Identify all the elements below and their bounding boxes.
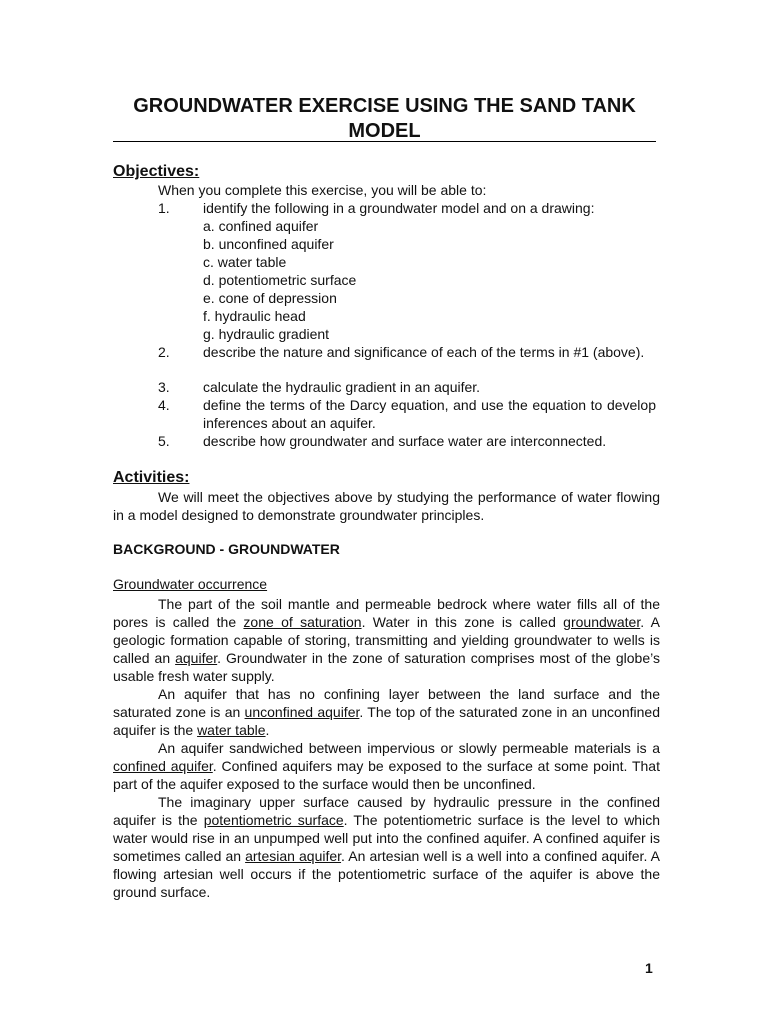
- text-run: An aquifer sandwiched between impervious or slowly permeable materials is a: [158, 740, 660, 756]
- objectives-intro: When you complete this exercise, you will be able to:: [158, 182, 487, 198]
- sub-item: d. potentiometric surface: [203, 272, 357, 288]
- background-heading: BACKGROUND - GROUNDWATER: [113, 541, 340, 557]
- text-run: An aquifer that has no confining layer between the land surface and the saturated zone is an: [113, 686, 660, 720]
- objective-text: describe the nature and significance of each of the terms in #1 (above).: [203, 344, 645, 360]
- objective-number: 4.: [158, 397, 170, 413]
- text-run: . A geologic formation capable of storing, transmitting and yielding groundwater to wells is called an: [113, 614, 660, 666]
- text-run: . Groundwater in the zone of saturation comprises most of the globe’s usable fresh water supply.: [113, 650, 660, 684]
- objective-number: 5.: [158, 433, 170, 449]
- document-title: GROUNDWATER EXERCISE USING THE SAND TANK MODEL: [133, 95, 636, 142]
- text-run: .: [265, 722, 270, 738]
- objective-number: 3.: [158, 379, 170, 395]
- text-run: The imaginary upper surface caused by hydraulic pressure in the confined aquifer is the: [113, 794, 660, 828]
- text-run: . Confined aquifers may be exposed to the surface at some point. That part of the aquifer exposed to the surface would then be unconfined.: [113, 758, 660, 792]
- term-groundwater: groundwater: [563, 614, 641, 630]
- objective-text: identify the following in a groundwater model and on a drawing:: [203, 200, 595, 216]
- activities-heading: Activities:: [113, 469, 190, 486]
- sub-item: a. confined aquifer: [203, 218, 319, 234]
- paragraph-potentiometric: [113, 793, 660, 901]
- text-run: . The top of the saturated zone in an unconfined aquifer is the: [113, 704, 660, 738]
- activities-text: We will meet the objectives above by studying the performance of water flowing in a model designed to demonstrate groundwater principles.: [113, 489, 660, 523]
- objective-text: describe how groundwater and surface water are interconnected.: [203, 433, 607, 449]
- sub-item: f. hydraulic head: [203, 308, 306, 324]
- sub-item: b. unconfined aquifer: [203, 236, 334, 252]
- objectives-heading: Objectives:: [113, 163, 200, 180]
- sub-item: g. hydraulic gradient: [203, 326, 330, 342]
- term-artesian-aquifer: artesian aquifer: [245, 848, 342, 864]
- text-run: The part of the soil mantle and permeable bedrock where water fills all of the pores is called the: [113, 596, 660, 630]
- text-run: . An artesian well is a well into a confined aquifer. A flowing artesian well occurs if the potentiometric surface of the aquifer is above the ground surface.: [113, 848, 660, 900]
- text-run: . The potentiometric surface is the level to which water would rise in an unpumped well put into the confined aquifer. A confined aquifer is sometimes called an: [113, 812, 660, 864]
- objective-text: define the terms of the Darcy equation, and use the equation to develop inferences about an aquifer.: [203, 397, 656, 431]
- objective-text: calculate the hydraulic gradient in an aquifer.: [203, 379, 481, 395]
- activities-paragraph: [113, 488, 660, 524]
- term-water-table: water table: [197, 722, 266, 738]
- sub-item: e. cone of depression: [203, 290, 337, 306]
- paragraph-unconfined: [113, 685, 660, 739]
- title-divider: [113, 141, 656, 142]
- objective-number: 1.: [158, 200, 170, 216]
- paragraph-confined: [113, 739, 660, 793]
- paragraph-saturation: [113, 595, 660, 685]
- page-number: 1: [645, 960, 653, 976]
- text-run: . Water in this zone is called: [361, 614, 564, 630]
- objective-number: 2.: [158, 344, 170, 360]
- subsection-heading: Groundwater occurrence: [113, 576, 268, 592]
- sub-item: c. water table: [203, 254, 287, 270]
- term-zone-of-saturation: zone of saturation: [243, 614, 362, 630]
- term-confined-aquifer: confined aquifer: [113, 758, 213, 774]
- term-unconfined-aquifer: unconfined aquifer: [244, 704, 360, 720]
- term-aquifer: aquifer: [175, 650, 218, 666]
- term-potentiometric-surface: potentiometric surface: [203, 812, 344, 828]
